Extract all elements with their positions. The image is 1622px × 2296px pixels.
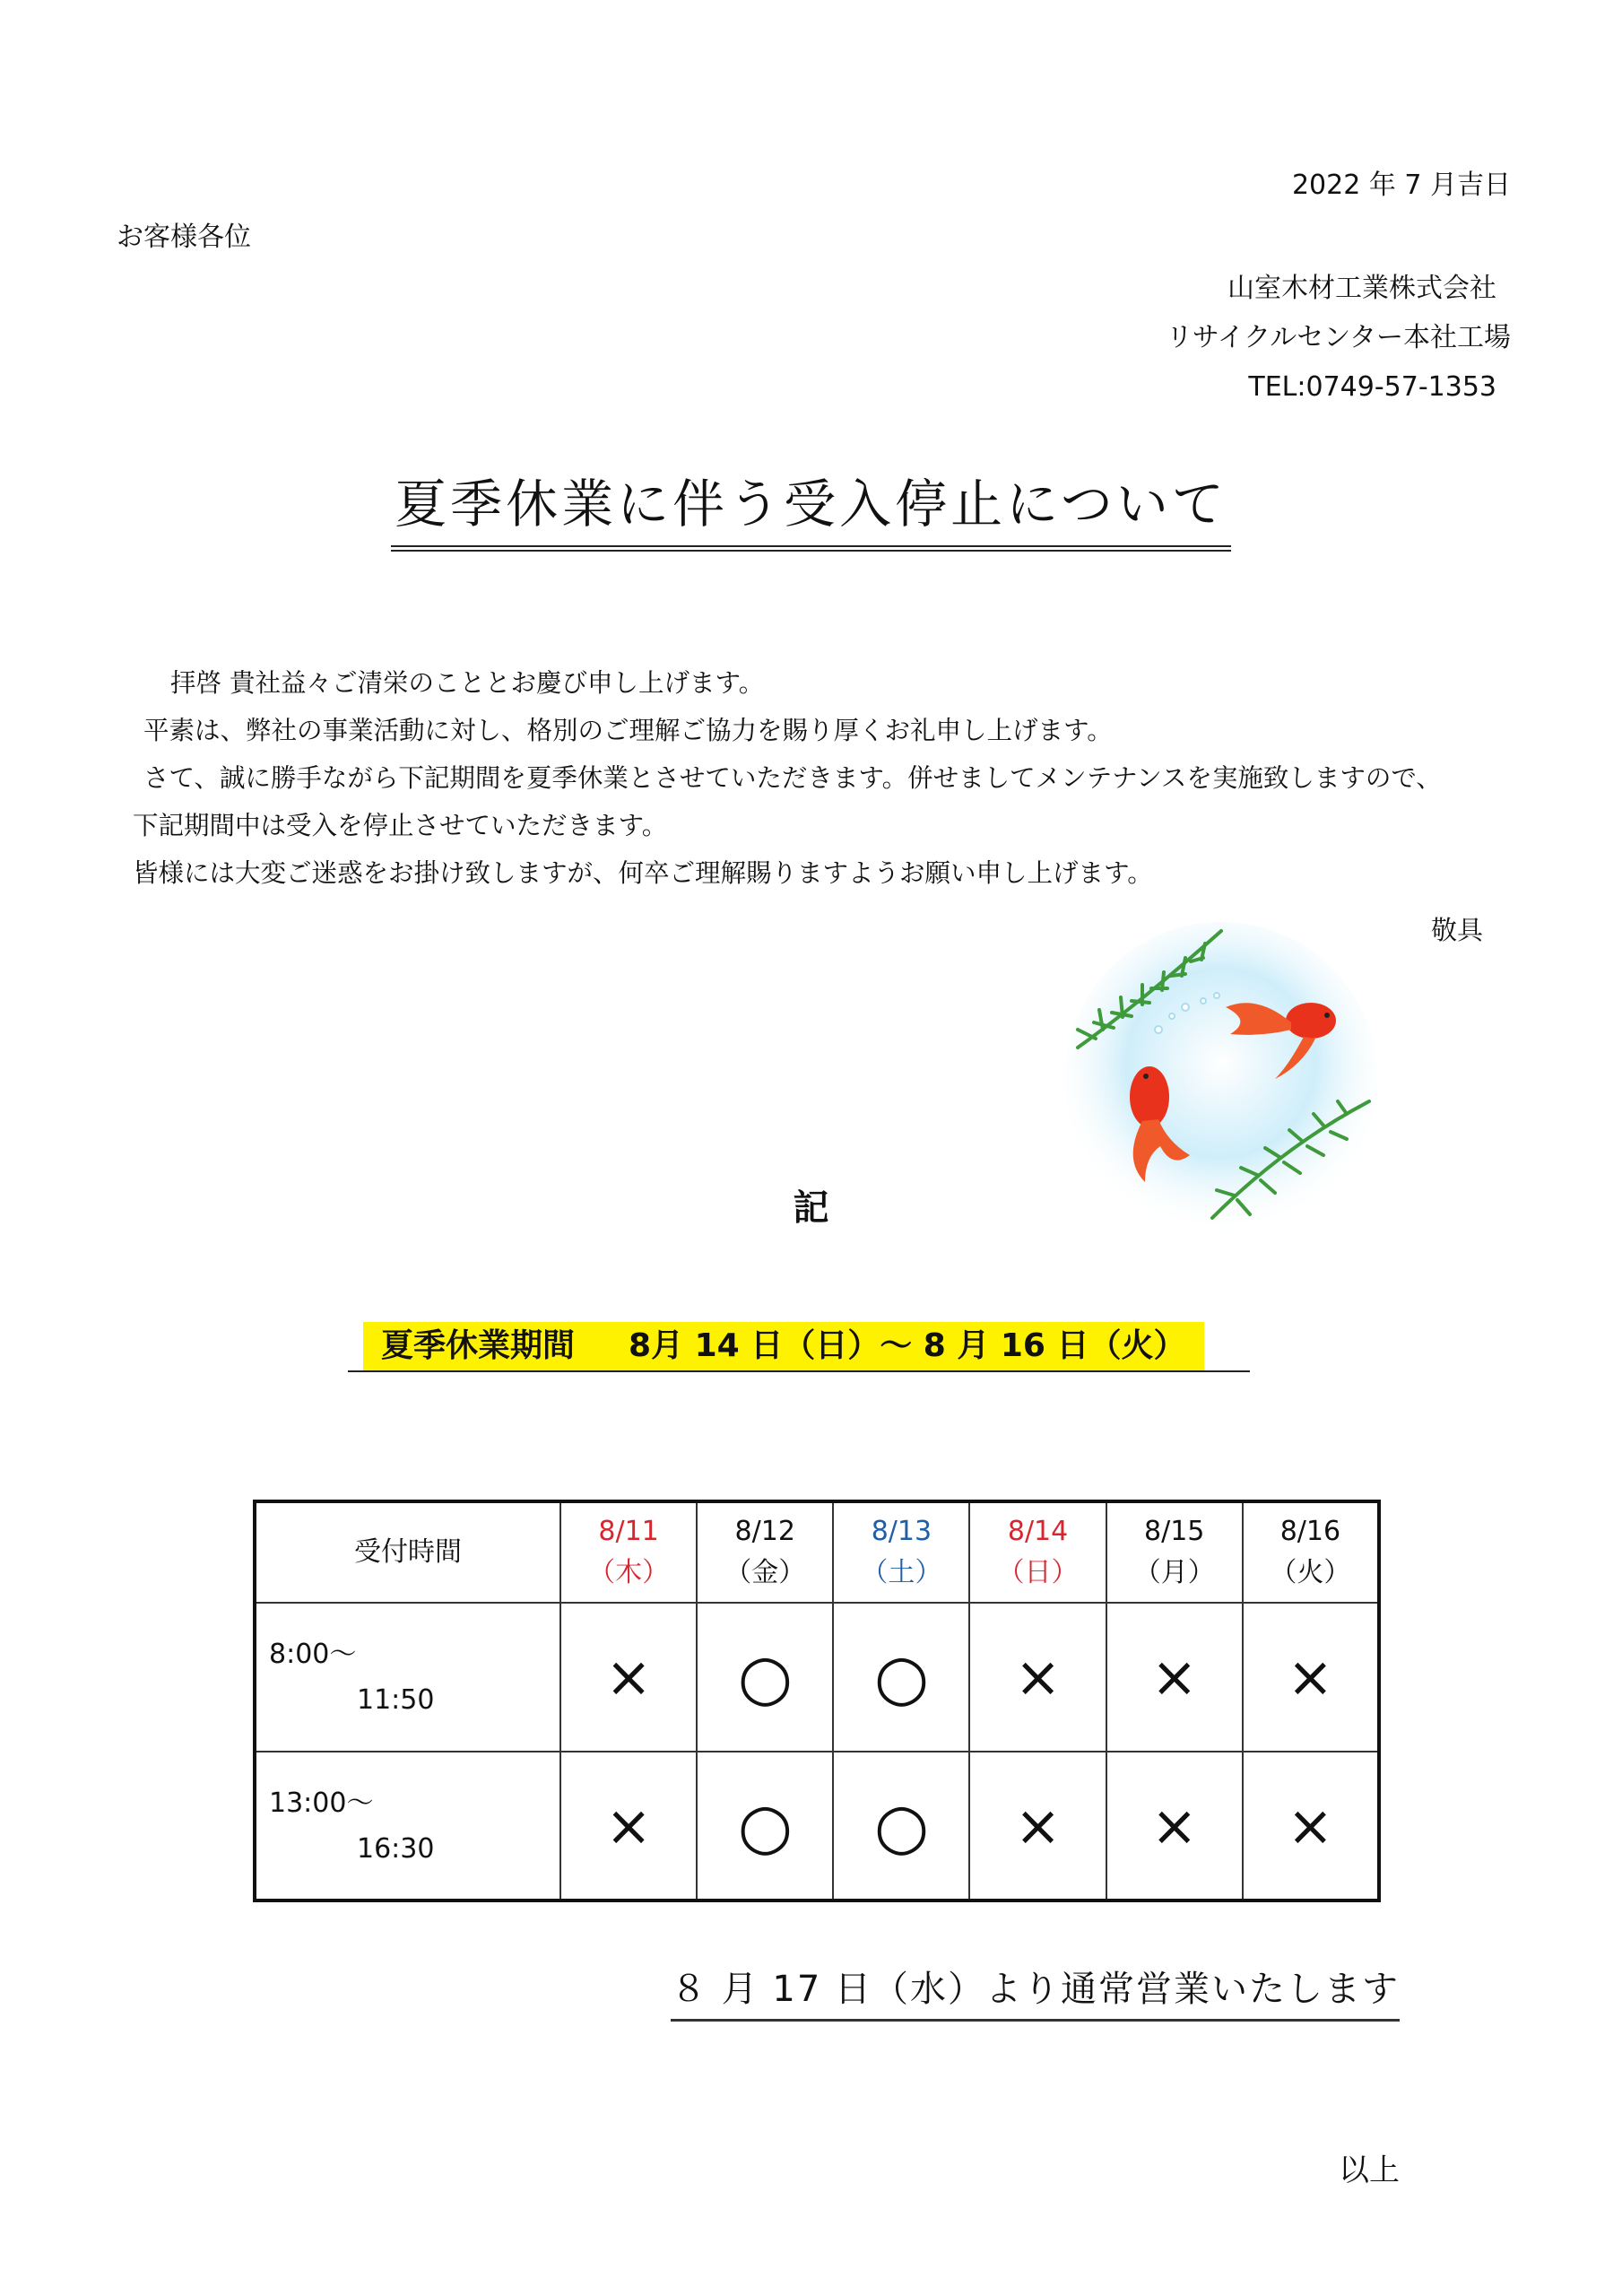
availability-mark: ×	[1243, 1752, 1379, 1900]
availability-mark: ○	[697, 1752, 833, 1900]
body-paragraph-2: 平素は、弊社の事業活動に対し、格別のご理解ご協力を賜り厚くお礼申し上げます。	[143, 716, 1113, 745]
day-date: 8/13	[871, 1515, 932, 1547]
day-header	[697, 1501, 833, 1603]
availability-mark: ×	[1106, 1752, 1243, 1900]
body-paragraph-4: 下記期間中は受入を停止させていただきます。	[133, 811, 668, 840]
table-row	[255, 1603, 1379, 1752]
day-date: 8/15	[1144, 1515, 1205, 1547]
body-paragraph-5: 皆様には大変ご迷惑をお掛け致しますが、何卒ご理解賜りますようお願い申し上げます。	[133, 858, 1153, 888]
holiday-period-highlight	[363, 1322, 1204, 1370]
day-date: 8/16	[1279, 1515, 1341, 1547]
time-end: 16:30	[357, 1832, 435, 1865]
company-phone: TEL:0749-57-1353	[1248, 371, 1496, 403]
day-date: 8/11	[598, 1515, 659, 1547]
availability-mark: ○	[833, 1752, 969, 1900]
resume-business-notice: ８ 月 17 日（水）より通常営業いたします	[671, 1961, 1400, 2022]
day-header	[1106, 1501, 1243, 1603]
day-date: 8/12	[734, 1515, 795, 1547]
period-underline	[348, 1370, 1250, 1372]
title-container	[0, 474, 1622, 552]
holiday-period-label: 夏季休業期間	[381, 1327, 576, 1364]
body-paragraph-3: さて、誠に勝手ながら下記期間を夏季休業とさせていただきます。併せましてメンテナンスを実施致しますので、	[143, 763, 1442, 793]
day-header	[833, 1501, 969, 1603]
document-date: 2022 年 7 月吉日	[1291, 170, 1511, 201]
document-title: 夏季休業に伴う受入停止について	[391, 474, 1231, 552]
company-department: リサイクルセンター本社工場	[1166, 322, 1511, 353]
day-header	[560, 1501, 697, 1603]
recipient: お客様各位	[117, 222, 251, 253]
availability-mark: ×	[969, 1603, 1106, 1752]
time-slot-cell	[255, 1603, 560, 1752]
availability-mark: ○	[833, 1603, 969, 1752]
day-date: 8/14	[1007, 1515, 1069, 1547]
reception-time-header: 受付時間	[255, 1501, 560, 1603]
availability-mark: ×	[1106, 1603, 1243, 1752]
day-weekday: （土）	[861, 1557, 942, 1588]
day-weekday: （木）	[588, 1557, 670, 1588]
day-weekday: （月）	[1133, 1557, 1215, 1588]
time-end: 11:50	[357, 1684, 435, 1716]
end-mark: 以上	[1339, 2152, 1400, 2188]
day-weekday: （火）	[1270, 1557, 1351, 1588]
availability-mark: ×	[1243, 1603, 1379, 1752]
table-row	[255, 1752, 1379, 1900]
time-start: 8:00～	[269, 1639, 357, 1670]
closing-word: 敬具	[1430, 915, 1483, 945]
schedule-table	[253, 1500, 1381, 1902]
time-slot-cell	[255, 1752, 560, 1900]
day-header	[969, 1501, 1106, 1603]
company-name: 山室木材工業株式会社	[1227, 273, 1496, 304]
time-start: 13:00～	[269, 1787, 374, 1819]
availability-mark: ×	[560, 1752, 697, 1900]
day-weekday: （日）	[997, 1557, 1079, 1588]
availability-mark: ○	[697, 1603, 833, 1752]
table-header-row	[255, 1501, 1379, 1603]
day-header	[1243, 1501, 1379, 1603]
day-weekday: （金）	[724, 1557, 806, 1588]
availability-mark: ×	[969, 1752, 1106, 1900]
availability-mark: ×	[560, 1603, 697, 1752]
ki-heading: 記	[793, 1187, 829, 1229]
body-paragraph-1: 拝啓 貴社益々ご清栄のこととお慶び申し上げます。	[170, 668, 765, 698]
holiday-period-range: 8月 14 日（日）～ 8 月 16 日（火）	[629, 1327, 1186, 1364]
